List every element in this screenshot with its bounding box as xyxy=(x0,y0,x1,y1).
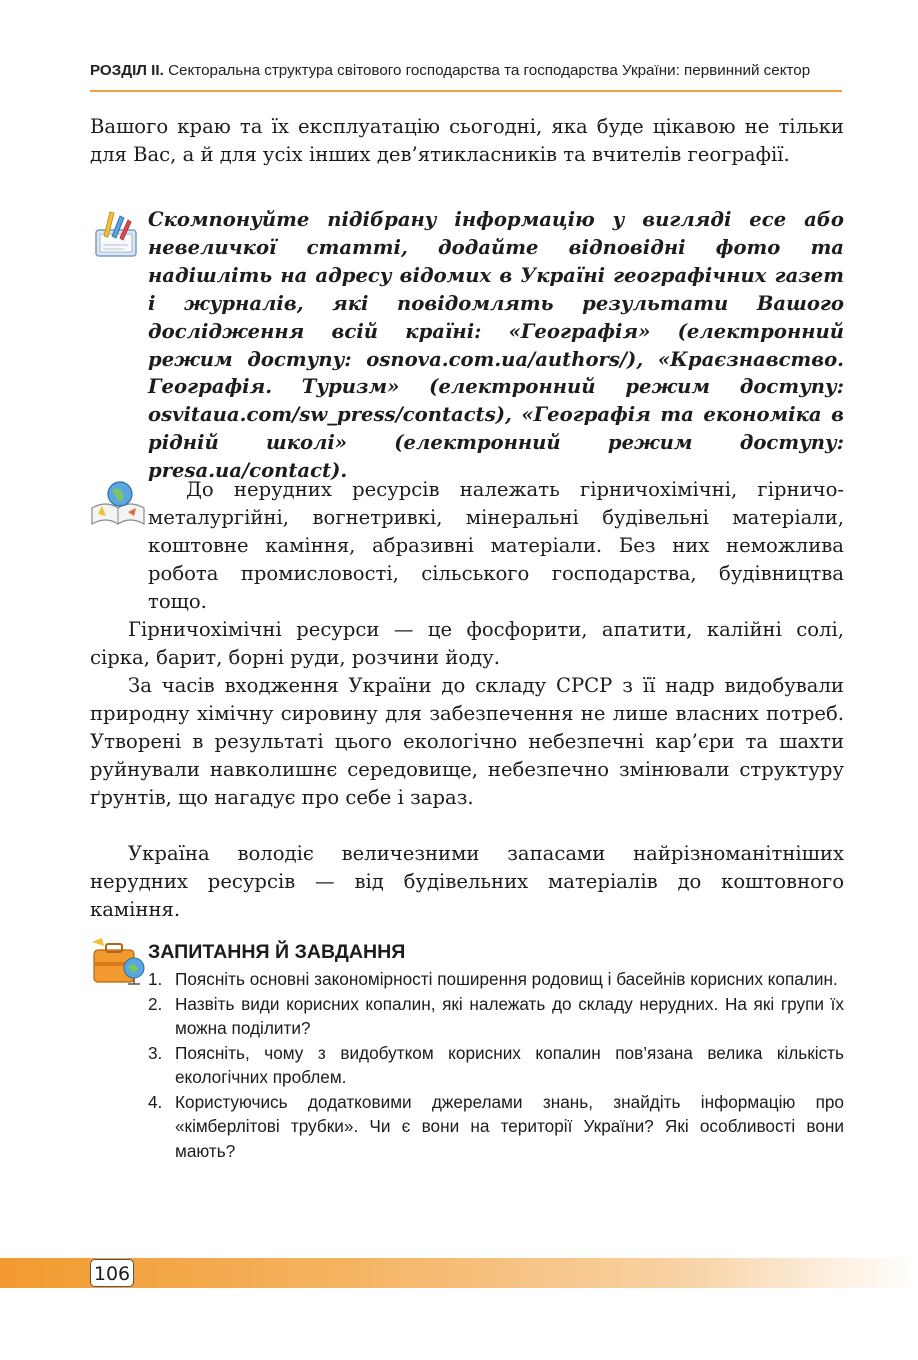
briefcase-globe-icon xyxy=(90,936,146,988)
footer-bar xyxy=(0,1258,918,1288)
question-number: 3. xyxy=(148,1042,163,1063)
question-item xyxy=(148,992,844,1041)
task-pencils-icon xyxy=(90,208,142,260)
body-paragraph-3: За часів входження України до складу СРСР з її надр видобували природну хімічну сировину для забезпечення не лише власних потреб. Утворені в результаті цього екологічно небезпечні кар’єри та шахти руйнували навколишнє середовище, небезпечно змінювали структуру ґрунтів, що нагадує про себе і зараз. xyxy=(90,674,844,809)
page-number: 106 xyxy=(90,1259,134,1287)
question-number: 1. xyxy=(148,969,163,989)
intro-paragraph: Вашого краю та їх експлуатацію сьогодні, яка буде цікавою не тільки для Вас, а й для усіх інших дев’ятикласників та вчителів географії. xyxy=(90,115,844,166)
body-paragraph-2: Гірничохімічні ресурси — це фосфорити, апатити, калійні солі, сірка, барит, борні руди, розчини йоду. xyxy=(90,618,844,669)
question-text: Користуючись додатковими джерелами знань, знайдіть інформацію про «кімберлітові трубки». Чи є вони на території України? Які особливості вони мають? xyxy=(175,1091,844,1161)
body-paragraph-4: Україна володіє величезними запасами найрізноманітніших нерудних ресурсів — від будівельних матеріалів до коштовного каміння. xyxy=(90,842,844,921)
question-number: 4. xyxy=(148,1091,163,1112)
body-paragraph-1: До нерудних ресурсів належать гірничохімічні, гірничо-металургійні, вогнетривкі, мінеральні будівельні матеріали, коштовне каміння, абразивні матеріали. Без них неможлива робота промисловості, сільського господарства, будівництва тощо. xyxy=(148,478,844,613)
question-item xyxy=(148,967,844,992)
questions-title: ЗАПИТАННЯ Й ЗАВДАННЯ xyxy=(148,941,406,963)
questions-list xyxy=(148,967,844,1163)
globe-book-icon xyxy=(90,478,146,530)
question-number: 2. xyxy=(148,993,163,1014)
question-item xyxy=(148,1090,844,1164)
header-rule xyxy=(90,90,842,92)
question-text: Поясніть, чому з видобутком корисних копалин пов’язана велика кількість екологічних проблем. xyxy=(175,1042,844,1087)
question-item xyxy=(148,1041,844,1090)
question-text: Назвіть види корисних копалин, які належать до складу нерудних. На які групи їх можна поділити? xyxy=(175,993,844,1038)
section-label: РОЗДІЛ ІІ. xyxy=(90,62,164,79)
running-header xyxy=(90,62,842,79)
section-title: Секторальна структура світового господарства та господарства України: первинний сектор xyxy=(168,62,811,79)
task-instructions: Скомпонуйте підібрану інформацію у вигляді есе або невеличкої статті, додайте відповідні фото та надішліть на адресу відомих в Україні географічних газет і журналів, які повідомлять результати Вашого дослідження всій країні: «Географія» (електронний режим доступу: osnova.com.ua/authors/), «Краєзнавство. Географія. Туризм» (електронний режим доступу: osvitaua.com/sw_press/contacts), «Географія та економіка в рідній школі» (електронний режим доступу: presa.ua/contact). xyxy=(148,208,844,483)
question-text: Поясніть основні закономірності поширення родовищ і басейнів корисних копалин. xyxy=(175,969,838,989)
